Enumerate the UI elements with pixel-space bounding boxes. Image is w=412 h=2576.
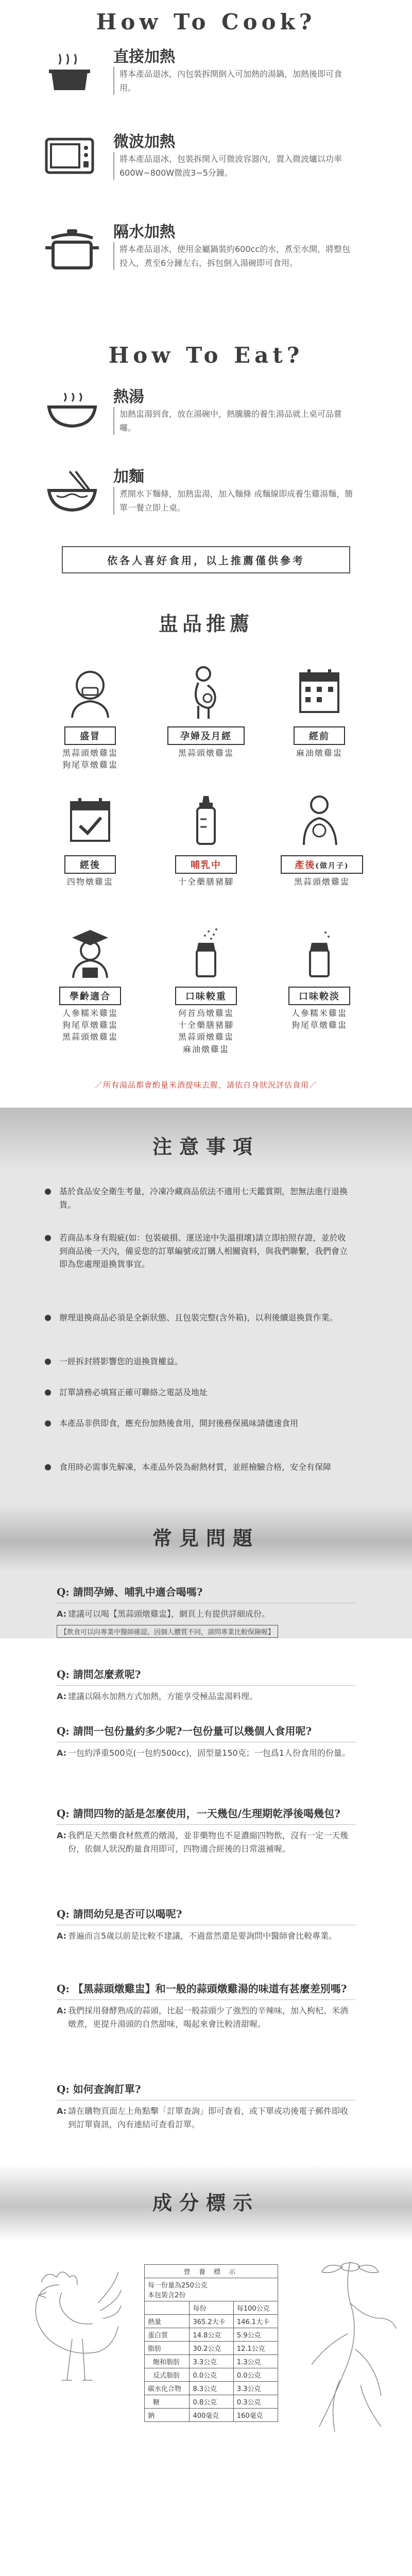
calendar-check-icon (67, 796, 113, 845)
ginseng-sketch-icon (299, 2257, 402, 2442)
eat-step-2-title: 加麵 (113, 468, 144, 486)
mother-baby-icon (296, 793, 345, 848)
cooking-pot-icon (44, 227, 100, 273)
eat-step-1-title: 熱湯 (113, 388, 144, 406)
faq-answer: A: 建議以隔水加熱方式加熱，方能享受極品盅湯料理。 (57, 1691, 258, 1701)
card-cold-items: 黑蒜頭燉雞盅 狗尾草燉雞盅 (62, 748, 118, 770)
faq-answer: A: 普遍而言5歲以前是比較不建議，不過當然還是要詢問中醫師會比較專業。 (57, 1931, 337, 1941)
faq-question: Q: 請問幼兒是否可以喝呢? (57, 1906, 355, 1925)
faq-item (57, 1981, 355, 2030)
card-light-flavor-items: 人參糯米雞盅 狗尾草燉雞盅 (291, 1008, 347, 1030)
card-label-premenstrual: 經前 (294, 726, 345, 745)
salt-shaker-light-icon (299, 927, 340, 979)
note-item: 訂單請務必填寫正確可聯絡之電話及地址 (59, 1386, 348, 1399)
nutrition-row: 飽和脂肪 3.3公克 1.3公克 (145, 2355, 278, 2368)
faq-item (57, 1667, 355, 1703)
card-nursing-items: 十全藥膳豬腳 (178, 877, 234, 887)
nutrition-row: 碳水化合物 8.3公克 3.3公克 (145, 2382, 278, 2395)
bullet-icon (45, 1420, 51, 1427)
faq-question: Q: 請問怎麼煮呢? (57, 1667, 355, 1686)
cook-step-3-desc: 將本產品退冰，使用金屬鍋裝約600cc的水，煮至水開，將整包投入，煮至6分鐘左右，拆包倒入湯碗即可食用。 (113, 242, 355, 270)
faq-item (57, 1906, 355, 1943)
cook-step-3-title: 隔水加熱 (113, 223, 175, 241)
card-label-school-age: 學齡適合 (59, 987, 121, 1005)
soup-bowl-icon (44, 389, 100, 430)
eat-step-1-desc: 加熱盅湯到食，放在湯碗中，熱騰騰的養生湯品就上桌可品嘗囉。 (113, 407, 355, 435)
bullet-icon (45, 1359, 51, 1365)
note-item: 食用時必需事先解凍，本產品外袋為耐熱材質，並經檢驗合格，安全有保障 (59, 1461, 348, 1474)
note-item: 辦理退換商品必須是全新狀態、且包裝完整(含外箱)，以利後續退換貨作業。 (59, 1311, 348, 1325)
nutrition-title: 成分標示 (152, 2191, 260, 2214)
per-serving-header: 每份 (190, 2301, 233, 2315)
notes-title: 注意事項 (152, 1135, 260, 1158)
pregnant-woman-icon (183, 665, 229, 721)
card-label-postmenstrual: 經後 (64, 855, 116, 874)
salt-shaker-heavy-icon (185, 927, 227, 979)
card-strong-flavor-items: 何首烏燉雞盅 十全藥膳豬腳 黑蒜頭燉雞盅 麻油燉雞盅 (178, 1008, 234, 1054)
how-to-cook-title: How To Cook? (96, 9, 316, 35)
cook-step-1-desc: 將本產品退冰，內包裝拆開倒入可加熱的湯鍋，加熱後即可食用。 (113, 67, 355, 95)
bullet-icon (45, 1389, 51, 1396)
faq-question: Q: 請問孕婦、哺乳中適合喝嗎? (57, 1584, 355, 1603)
faq-item (57, 2081, 355, 2131)
how-to-eat-title: How To Eat? (108, 343, 304, 368)
card-label-postpartum: 產後(做月子) (281, 855, 363, 874)
baby-bottle-icon (183, 793, 229, 848)
faq-item (57, 1806, 355, 1855)
card-premenstrual-items: 麻油燉雞盅 (296, 748, 342, 758)
noodle-bowl-icon (44, 469, 100, 515)
recommend-title: 盅品推薦 (158, 612, 253, 635)
bullet-icon (45, 1315, 51, 1321)
nutrition-table-title: 營 養 標 示 (145, 2265, 278, 2278)
card-postpartum-items: 黑蒜頭燉雞盅 (294, 877, 350, 887)
faq-question: Q: 如何查詢訂單? (57, 2081, 355, 2100)
rooster-sketch-icon (10, 2262, 124, 2396)
eat-step-2-desc: 煮開水下麵條，加熱盅湯，加入麵條 或麵線即成養生雞湯麵，簡單一餐立即上桌。 (113, 487, 355, 515)
per-100g-header: 每100公克 (233, 2301, 278, 2315)
faq-answer: A: 我們是天然藥食材熬煮的燉湯，並非藥物也不是濃縮四物飲，沒有一定一天幾份，依個人狀況酌量食用即可，四物適合經後的日常滋補喔。 (57, 1831, 349, 1854)
note-item: 若商品本身有瑕疵(如：包裝破損、運送途中失溫損壞)請立即拍照存證，並於收到商品後一天內，備妥您的訂單編號或訂購人相關資料，與我們聯繫，我們會立即為您處理退換貨事宜。 (59, 1231, 348, 1271)
pot-icon (44, 49, 95, 95)
note-item: 本產品非供即食，應充份加熱後食用，開封後務保風味請儘速食用 (59, 1417, 348, 1430)
bullet-icon (45, 1464, 51, 1470)
nutrition-row: 反式脂肪 0.0公克 0.0公克 (145, 2368, 278, 2382)
rice-wine-footnote: ／所有湯品都會酌量米酒提味去腥，請依自身狀況評估食用／ (94, 1080, 317, 1090)
nutrition-row: 脂肪 30.2公克 12.1公克 (145, 2342, 278, 2355)
faq-body (0, 1633, 412, 2148)
faq-title: 常見問題 (152, 1527, 260, 1550)
serving-tip: 依各人喜好食用，以上推薦僅供參考 (62, 546, 350, 573)
faq-answer: A: 請在購物頁面左上角點擊「訂單查詢」即可查看，或下單或功後電子郵件即收到訂單資訊，內有連結可查看訂單。 (57, 2106, 349, 2129)
cook-step-1-title: 直接加熱 (113, 48, 175, 66)
cook-step-2-desc: 將本產品退冰，包裝拆開入可微波容器內，置入微波爐以功率600W~800W微波3~5分鐘。 (113, 152, 355, 180)
card-school-age-items: 人參糯米雞盅 狗尾草燉雞盅 黑蒜頭燉雞盅 (62, 1008, 118, 1042)
serving-size: 每一份量為250公克 本包裝含2份 (145, 2278, 278, 2301)
sick-person-icon (67, 667, 113, 719)
calendar-icon (296, 667, 342, 716)
faq-question: Q: 請問一包份量約多少呢?一包份量可以幾個人食用呢? (57, 1723, 355, 1742)
nutrition-table (144, 2264, 278, 2422)
card-label-strong-flavor: 口味較重 (175, 987, 237, 1005)
nutrition-row: 蛋白質 14.8公克 5.9公克 (145, 2328, 278, 2342)
faq-item (57, 1584, 355, 1638)
faq-answer: A: 我們採用發酵熟成的蒜頭，比起一般蒜頭少了強烈的辛辣味，加入枸杞、米酒燉煮，更提升湯頭的自然甜味，喝起來會比較清甜喔。 (57, 2006, 349, 2029)
card-postmenstrual-items: 四物燉雞盅 (66, 877, 113, 887)
faq-answer: A: 建議可以喝【黑蒜頭燉雞盅】，網頁上有提供詳細成份。 (57, 1609, 270, 1619)
nutrition-row: 糖 0.8公克 0.3公克 (145, 2395, 278, 2409)
nutrition-row: 鈉 400毫克 160毫克 (145, 2409, 278, 2422)
note-item: 基於食品安全衛生考量，冷凍冷藏商品依法不適用七天鑑賞期，恕無法進行退換貨。 (59, 1185, 348, 1211)
faq-note: 【飲食可以向專業中醫師確認，因個人體質不同，請問專業比較保險喔】 (57, 1625, 278, 1638)
faq-question: Q: 【黑蒜頭燉雞盅】和一般的蒜頭燉雞湯的味道有甚麼差別嗎? (57, 1981, 355, 2000)
card-label-light-flavor: 口味較淡 (288, 987, 350, 1005)
nutrition-row: 熱量 365.2大卡 146.1大卡 (145, 2315, 278, 2328)
card-label-pregnant: 孕婦及月經 (167, 726, 245, 745)
card-pregnant-items: 黑蒜頭燉雞盅 (178, 748, 234, 758)
cook-step-2-title: 微波加熱 (113, 133, 175, 151)
faq-item (57, 1723, 355, 1760)
card-label-cold: 盛冒 (64, 726, 116, 745)
faq-question: Q: 請問四物的話是怎麼使用，一天幾包/生理期乾淨後喝幾包? (57, 1806, 355, 1825)
bullet-icon (45, 1189, 51, 1195)
microwave-icon (44, 137, 95, 178)
card-label-nursing: 哺乳中 (175, 855, 237, 874)
student-icon (67, 927, 113, 979)
faq-answer: A: 一包約淨重500克(一包約500cc)，固型量150克；一包爲1人份食用的份量。 (57, 1748, 350, 1758)
note-item: 一經拆封將影響您的退換貨權益。 (59, 1355, 348, 1368)
bullet-icon (45, 1235, 51, 1241)
